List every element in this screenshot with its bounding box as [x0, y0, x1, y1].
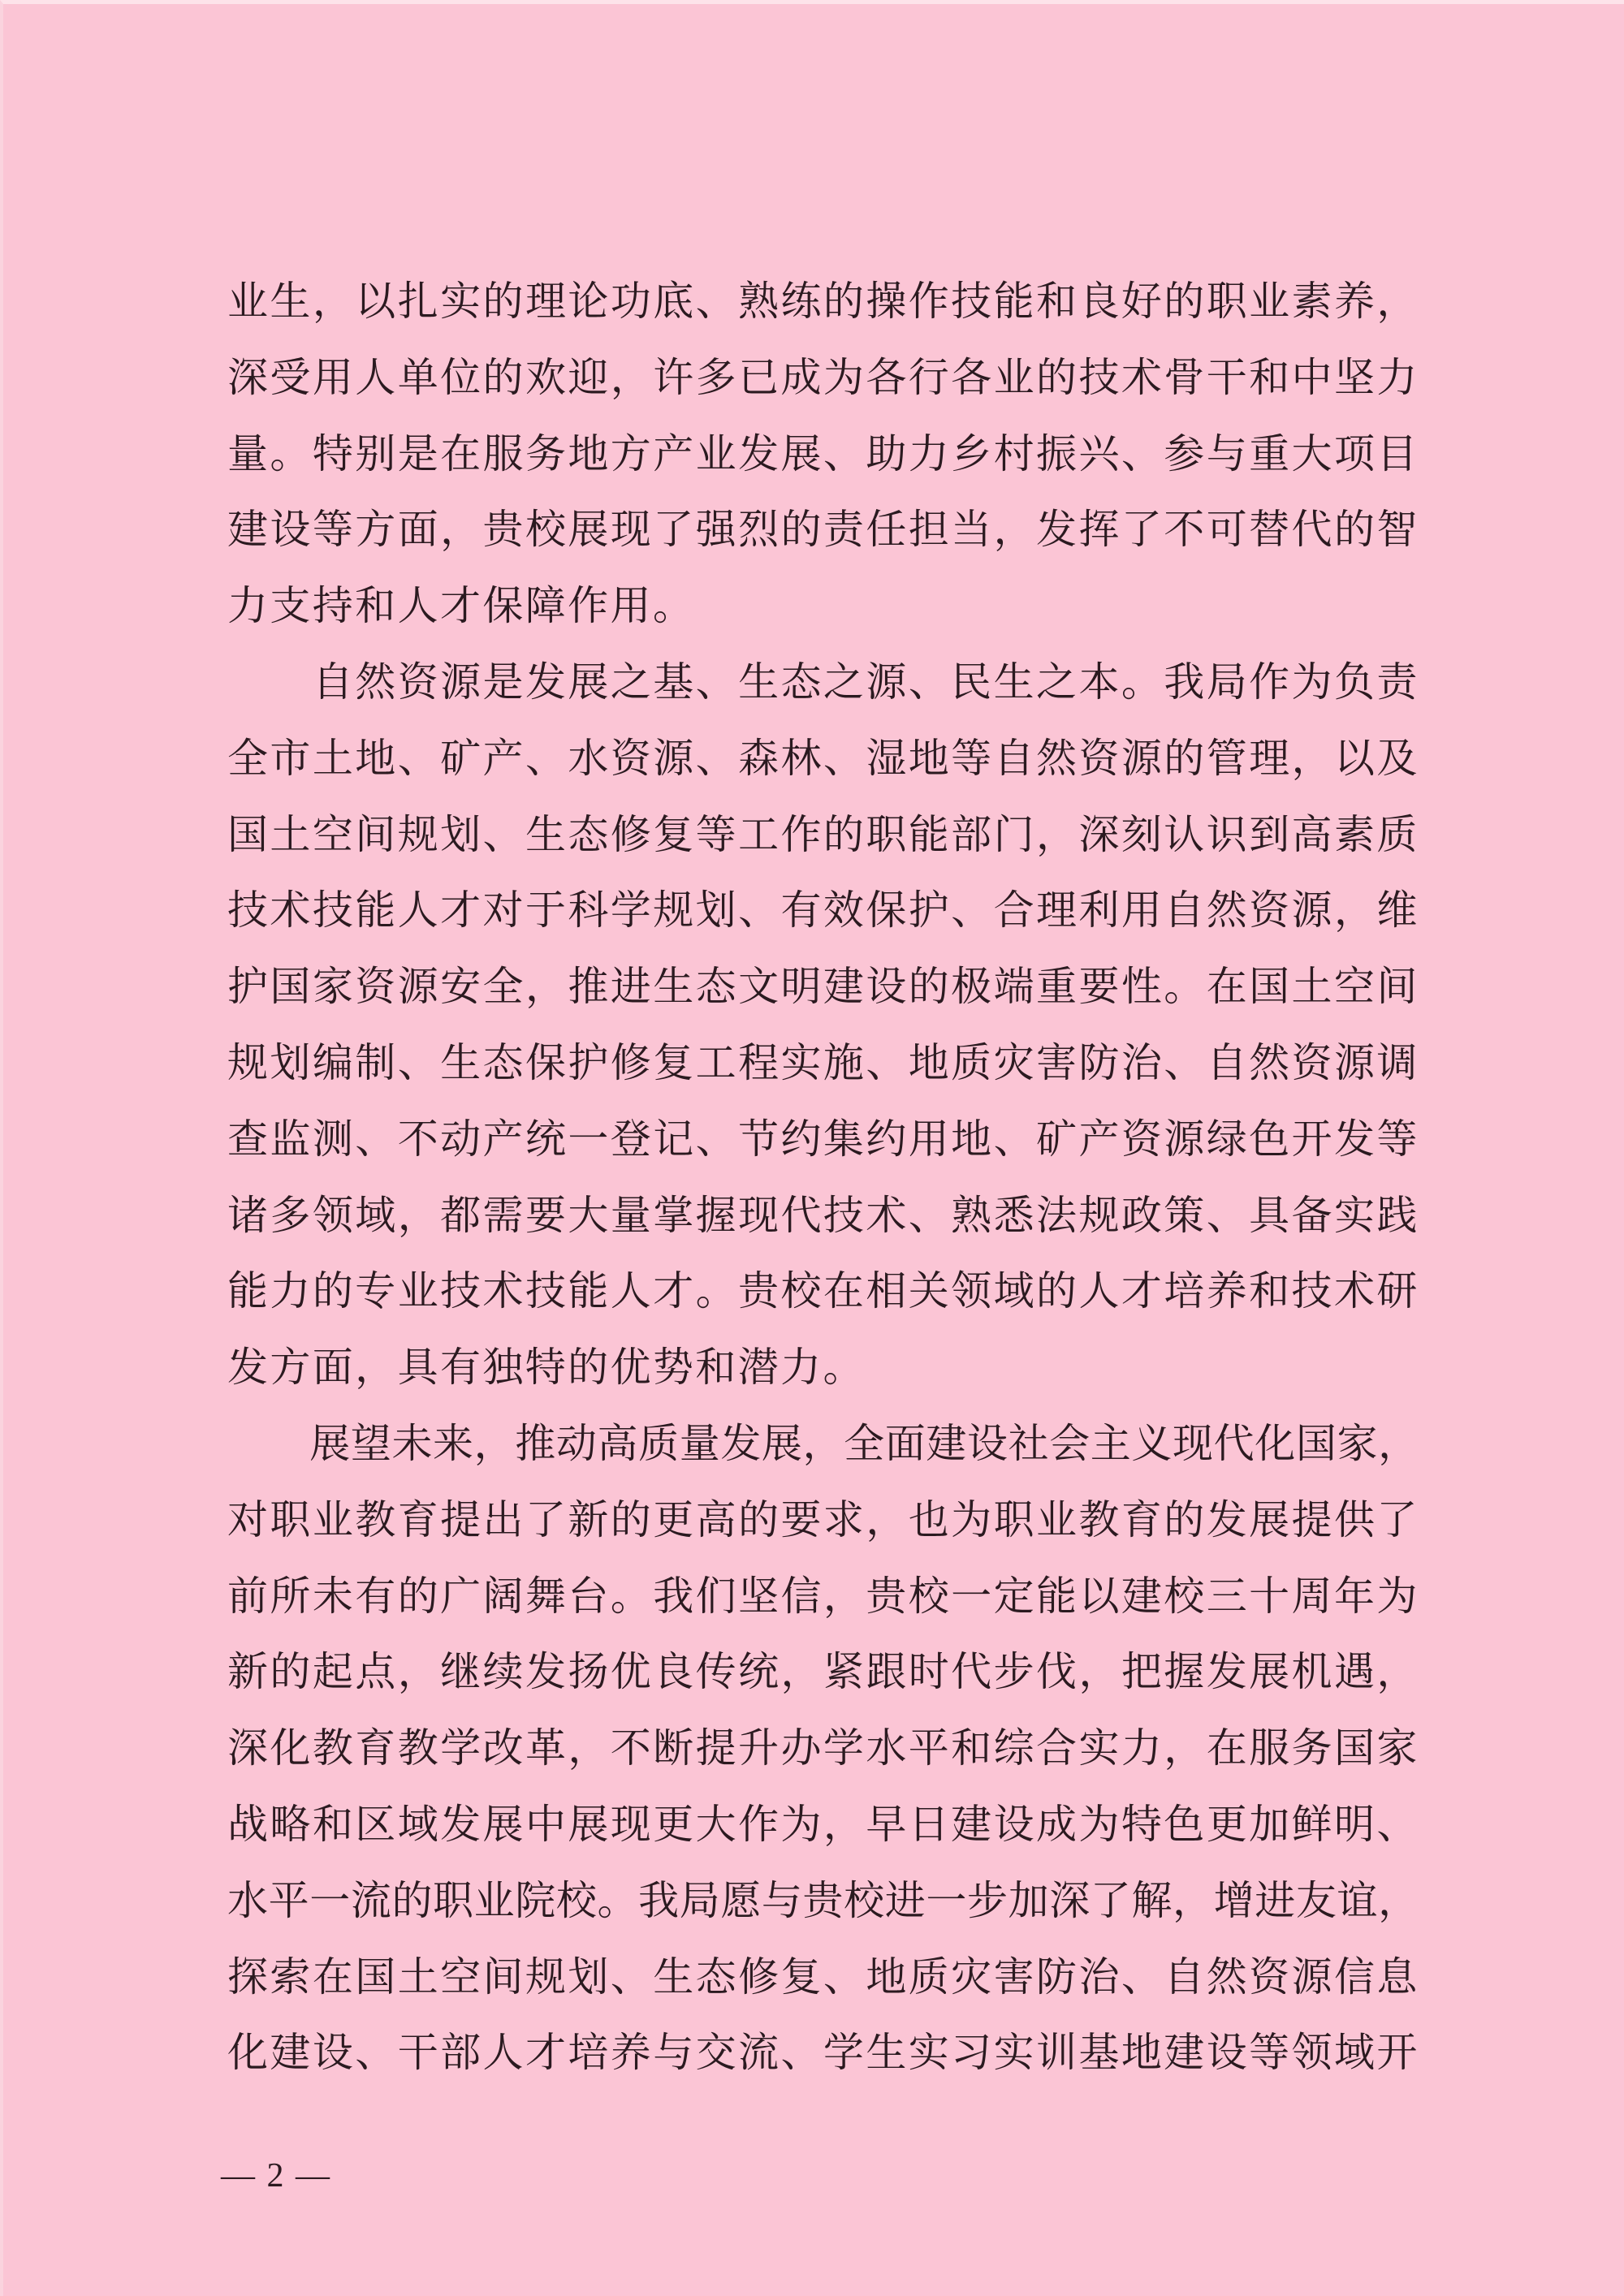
text-line: 业 生 ， 以 扎 实 的 理 论 功 底 、 熟 练 的 操 作 技 能 和 良 好 的 职 业 素 养 ， [227, 278, 1418, 325]
text-line: 力 支 持 和 人 才 保 障 作 用 。 [227, 582, 693, 630]
text-line: 前 所 未 有 的 广 阔 舞 台 。 我 们 坚 信 ， 贵 校 一 定 能 以 建 校 三 十 周 年 为 [227, 1572, 1418, 1620]
text-line: 展 望 未 来 ， 推 动 高 质 量 发 展 ， 全 面 建 设 社 会 主 义 现 代 化 国 家 ， [309, 1419, 1419, 1467]
text-line: 建 设 等 方 面 ， 贵 校 展 现 了 强 烈 的 责 任 担 当 ， 发 挥 了 不 可 替 代 的 智 [227, 506, 1418, 554]
text-line: 对 职 业 教 育 提 出 了 新 的 更 高 的 要 求 ， 也 为 职 业 教 育 的 发 展 提 供 了 [227, 1495, 1418, 1543]
text-line: 战 略 和 区 域 发 展 中 展 现 更 大 作 为 ， 早 日 建 设 成 为 特 色 更 加 鲜 明 、 [227, 1800, 1418, 1848]
text-line: 水 平 一 流 的 职 业 院 校 。 我 局 愿 与 贵 校 进 一 步 加 深 了 解 ， 增 进 友 谊 ， [227, 1876, 1419, 1924]
text-line: 探 索 在 国 土 空 间 规 划 、 生 态 修 复 、 地 质 灾 害 防 治 、 自 然 资 源 信 息 [227, 1953, 1418, 2000]
document-body [227, 268, 1419, 2095]
text-line: 化 建 设 、 干 部 人 才 培 养 与 交 流 、 学 生 实 习 实 训 基 地 建 设 等 领 域 开 [227, 2029, 1418, 2077]
text-line: 深 化 教 育 教 学 改 革 ， 不 断 提 升 办 学 水 平 和 综 合 实 力 ， 在 服 务 国 家 [227, 1724, 1418, 1772]
text-line: 自 然 资 源 是 发 展 之 基 、 生 态 之 源 、 民 生 之 本 。 我 局 作 为 负 责 [312, 658, 1418, 706]
text-line: 能 力 的 专 业 技 术 技 能 人 才 。 贵 校 在 相 关 领 域 的 人 才 培 养 和 技 术 研 [227, 1267, 1418, 1315]
text-line: 深 受 用 人 单 位 的 欢 迎 ， 许 多 已 成 为 各 行 各 业 的 技 术 骨 干 和 中 坚 力 [227, 353, 1418, 401]
text-line: 发 方 面 ， 具 有 独 特 的 优 势 和 潜 力 。 [227, 1344, 864, 1392]
text-line: 国 土 空 间 规 划 、 生 态 修 复 等 工 作 的 职 能 部 门 ， 深 刻 认 识 到 高 素 质 [227, 810, 1418, 858]
text-line: 诸 多 领 域 ， 都 需 要 大 量 掌 握 现 代 技 术 、 熟 悉 法 规 政 策 、 具 备 实 践 [227, 1191, 1418, 1239]
text-line: 全 市 土 地 、 矿 产 、 水 资 源 、 森 林 、 湿 地 等 自 然 资 源 的 管 理 ， 以 及 [227, 734, 1418, 782]
text-line: 新 的 起 点 ， 继 续 发 扬 优 良 传 统 ， 紧 跟 时 代 步 伐 ， 把 握 发 展 机 遇 ， [227, 1648, 1418, 1696]
text-line: 查 监 测 、 不 动 产 统 一 登 记 、 节 约 集 约 用 地 、 矿 产 资 源 绿 色 开 发 等 [227, 1115, 1418, 1163]
text-line: 规 划 编 制 、 生 态 保 护 修 复 工 程 实 施 、 地 质 灾 害 防 治 、 自 然 资 源 调 [227, 1038, 1418, 1086]
text-line: 量 。 特 别 是 在 服 务 地 方 产 业 发 展 、 助 力 乡 村 振 兴 、 参 与 重 大 项 目 [227, 429, 1418, 477]
page-number: — 2 — [221, 2157, 331, 2195]
text-line: 护 国 家 资 源 安 全 ， 推 进 生 态 文 明 建 设 的 极 端 重 要 性 。 在 国 土 空 间 [227, 963, 1418, 1011]
text-line: 技 术 技 能 人 才 对 于 科 学 规 划 、 有 效 保 护 、 合 理 利 用 自 然 资 源 ， 维 [227, 887, 1418, 934]
